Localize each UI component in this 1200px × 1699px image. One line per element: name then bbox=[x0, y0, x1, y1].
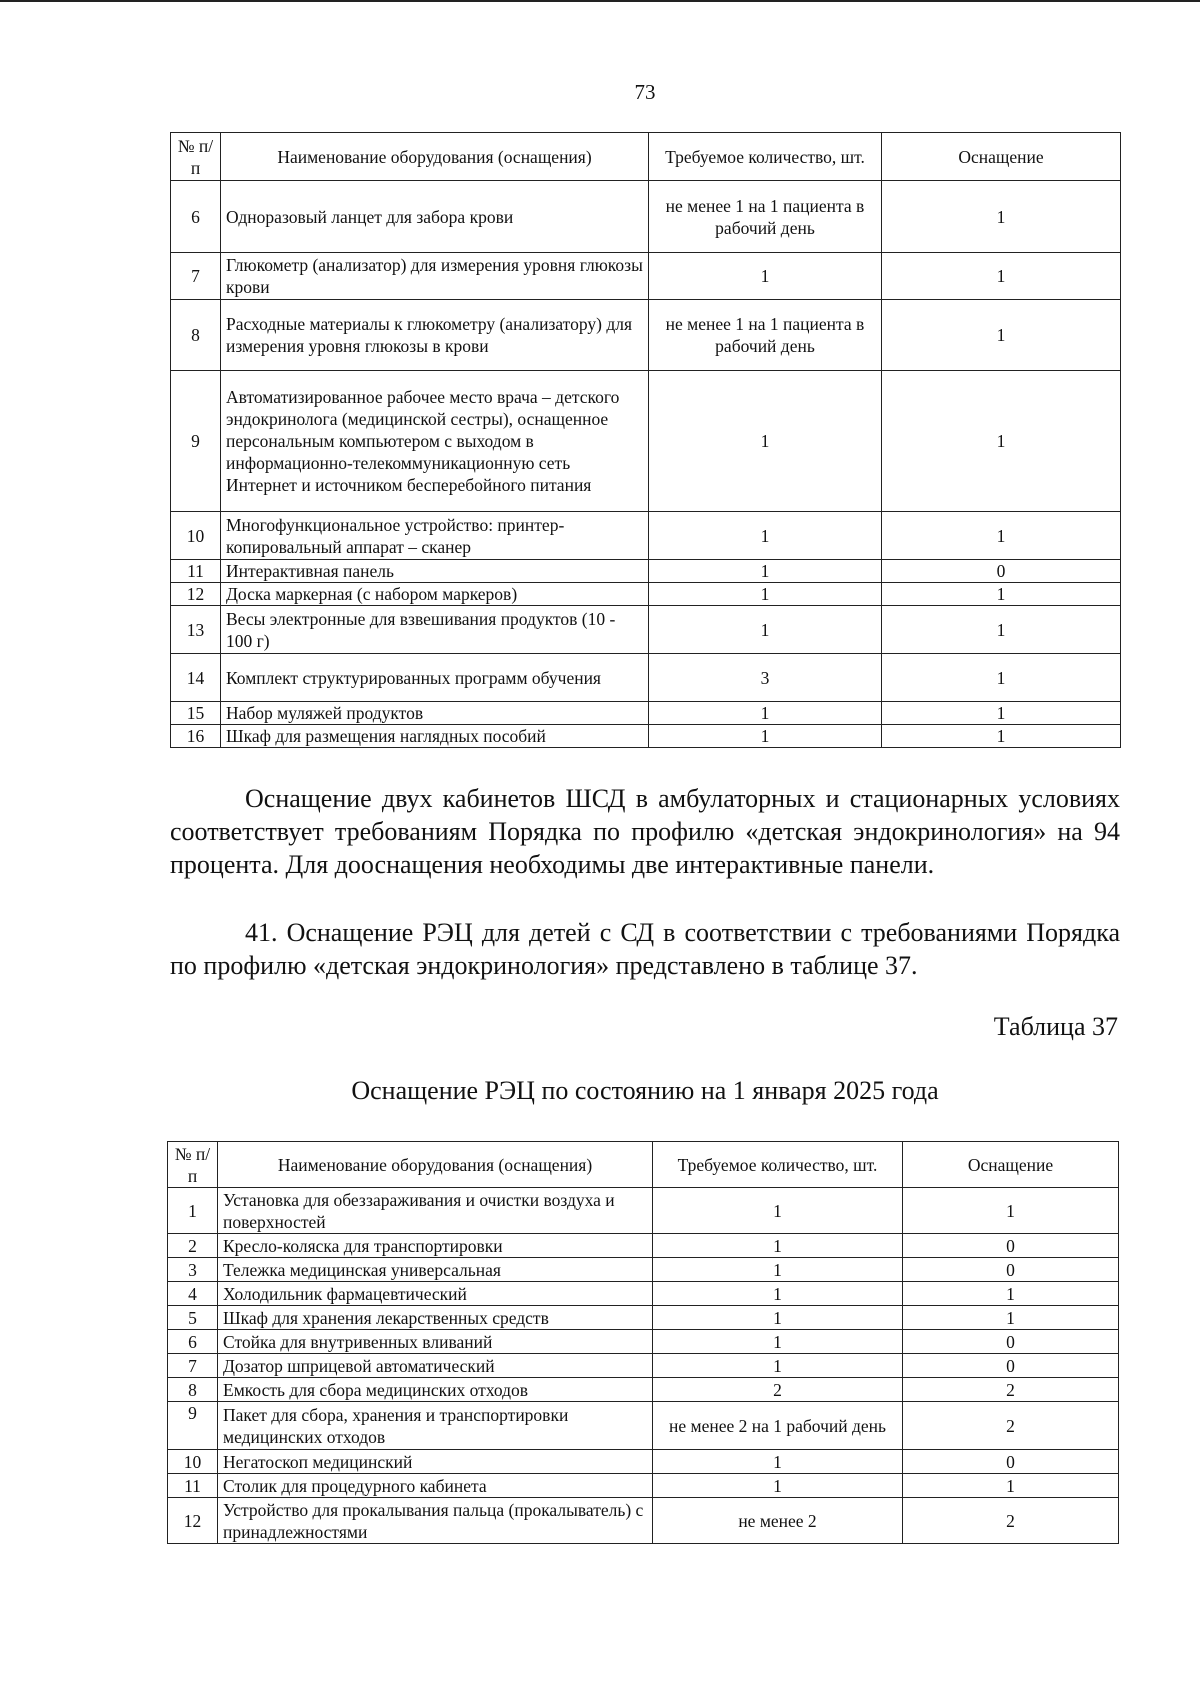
row-equip: 1 bbox=[903, 1306, 1119, 1330]
table-row bbox=[168, 1378, 1119, 1402]
row-equip: 1 bbox=[882, 512, 1121, 560]
row-name: Автоматизированное рабочее место врача – детского эндокринолога (медицинской сестры), оснащенное персональным компьютером с выходом в информационно-телекоммуникационную сеть Интернет и источником бесперебойного питания bbox=[221, 371, 649, 512]
row-qty: не менее 1 на 1 пациента в рабочий день bbox=[649, 181, 882, 253]
table-row bbox=[168, 1354, 1119, 1378]
table-row bbox=[168, 1188, 1119, 1234]
row-qty: 1 bbox=[653, 1330, 903, 1354]
table-row bbox=[168, 1498, 1119, 1544]
row-num: 10 bbox=[168, 1450, 218, 1474]
row-name: Многофункциональное устройство: принтер-копировальный аппарат – сканер bbox=[221, 512, 649, 560]
row-num: 16 bbox=[171, 725, 221, 748]
row-num: 1 bbox=[168, 1188, 218, 1234]
equipment-table-37 bbox=[167, 1141, 1119, 1544]
table-row bbox=[171, 560, 1121, 583]
row-name: Кресло-коляска для транспортировки bbox=[218, 1234, 653, 1258]
row-name: Комплект структурированных программ обучения bbox=[221, 654, 649, 702]
table-row bbox=[168, 1474, 1119, 1498]
row-qty: не менее 2 на 1 рабочий день bbox=[653, 1402, 903, 1450]
row-equip: 1 bbox=[882, 654, 1121, 702]
row-name: Расходные материалы к глюкометру (анализатору) для измерения уровня глюкозы в крови bbox=[221, 300, 649, 371]
row-qty: 1 bbox=[653, 1282, 903, 1306]
row-name: Интерактивная панель bbox=[221, 560, 649, 583]
row-equip: 1 bbox=[903, 1188, 1119, 1234]
header-equip: Оснащение bbox=[903, 1142, 1119, 1188]
row-equip: 2 bbox=[903, 1498, 1119, 1544]
row-equip: 1 bbox=[903, 1474, 1119, 1498]
table-header-row bbox=[171, 133, 1121, 181]
row-name: Шкаф для размещения наглядных пособий bbox=[221, 725, 649, 748]
body-paragraph-2: 41. Оснащение РЭЦ для детей с СД в соответствии с требованиями Порядка по профилю «детская эндокринология» представлено в таблице 37. bbox=[170, 918, 1120, 980]
row-qty: 1 bbox=[653, 1354, 903, 1378]
row-num: 15 bbox=[171, 702, 221, 725]
table-row bbox=[171, 725, 1121, 748]
table-header-row bbox=[168, 1142, 1119, 1188]
row-equip: 1 bbox=[882, 606, 1121, 654]
row-qty: 1 bbox=[649, 560, 882, 583]
row-name: Доска маркерная (с набором маркеров) bbox=[221, 583, 649, 606]
row-name: Глюкометр (анализатор) для измерения уровня глюкозы крови bbox=[221, 253, 649, 300]
row-qty: 1 bbox=[653, 1306, 903, 1330]
row-qty: 1 bbox=[649, 512, 882, 560]
table-row bbox=[171, 512, 1121, 560]
table-row bbox=[168, 1282, 1119, 1306]
row-name: Столик для процедурного кабинета bbox=[218, 1474, 653, 1498]
row-name: Набор муляжей продуктов bbox=[221, 702, 649, 725]
row-equip: 1 bbox=[882, 253, 1121, 300]
row-qty: 1 bbox=[649, 371, 882, 512]
table-row bbox=[171, 583, 1121, 606]
row-equip: 0 bbox=[903, 1330, 1119, 1354]
row-equip: 1 bbox=[882, 583, 1121, 606]
row-equip: 0 bbox=[903, 1450, 1119, 1474]
row-equip: 0 bbox=[882, 560, 1121, 583]
row-name: Емкость для сбора медицинских отходов bbox=[218, 1378, 653, 1402]
table-row bbox=[171, 654, 1121, 702]
row-num: 14 bbox=[171, 654, 221, 702]
table-row bbox=[171, 606, 1121, 654]
row-name: Весы электронные для взвешивания продуктов (10 - 100 г) bbox=[221, 606, 649, 654]
row-num: 12 bbox=[168, 1498, 218, 1544]
row-qty: 1 bbox=[653, 1474, 903, 1498]
row-qty: 2 bbox=[653, 1378, 903, 1402]
table-row bbox=[168, 1450, 1119, 1474]
header-qty: Требуемое количество, шт. bbox=[653, 1142, 903, 1188]
row-name: Установка для обеззараживания и очистки воздуха и поверхностей bbox=[218, 1188, 653, 1234]
table-row bbox=[171, 253, 1121, 300]
row-name: Пакет для сбора, хранения и транспортировки медицинских отходов bbox=[218, 1402, 653, 1450]
row-qty: 1 bbox=[649, 583, 882, 606]
body-paragraph-1: Оснащение двух кабинетов ШСД в амбулаторных и стационарных условиях соответствует требованиям Порядка по профилю «детская эндокринология» на 94 процента. Для дооснащения необходимы две интерактивные панели. bbox=[170, 784, 1120, 879]
row-name: Дозатор шприцевой автоматический bbox=[218, 1354, 653, 1378]
row-num: 8 bbox=[168, 1378, 218, 1402]
table-row bbox=[168, 1258, 1119, 1282]
row-num: 9 bbox=[171, 371, 221, 512]
table-row bbox=[168, 1402, 1119, 1450]
row-qty: не менее 1 на 1 пациента в рабочий день bbox=[649, 300, 882, 371]
row-num: 5 bbox=[168, 1306, 218, 1330]
row-num: 7 bbox=[171, 253, 221, 300]
row-equip: 2 bbox=[903, 1378, 1119, 1402]
row-name: Шкаф для хранения лекарственных средств bbox=[218, 1306, 653, 1330]
equipment-table-continued bbox=[170, 132, 1121, 748]
table-label: Таблица 37 bbox=[993, 1012, 1118, 1041]
row-num: 11 bbox=[171, 560, 221, 583]
row-equip: 1 bbox=[882, 725, 1121, 748]
table-row bbox=[171, 300, 1121, 371]
row-equip: 2 bbox=[903, 1402, 1119, 1450]
row-equip: 1 bbox=[882, 371, 1121, 512]
row-qty: 1 bbox=[653, 1188, 903, 1234]
row-qty: 1 bbox=[653, 1234, 903, 1258]
row-equip: 0 bbox=[903, 1234, 1119, 1258]
row-equip: 0 bbox=[903, 1258, 1119, 1282]
row-equip: 1 bbox=[882, 181, 1121, 253]
row-qty: 1 bbox=[649, 725, 882, 748]
table2-body bbox=[168, 1188, 1119, 1544]
row-num: 13 bbox=[171, 606, 221, 654]
row-num: 6 bbox=[171, 181, 221, 253]
row-equip: 0 bbox=[903, 1354, 1119, 1378]
header-num: № п/п bbox=[171, 133, 221, 181]
row-name: Тележка медицинская универсальная bbox=[218, 1258, 653, 1282]
row-num: 6 bbox=[168, 1330, 218, 1354]
row-num: 3 bbox=[168, 1258, 218, 1282]
row-equip: 1 bbox=[882, 300, 1121, 371]
header-name: Наименование оборудования (оснащения) bbox=[218, 1142, 653, 1188]
row-num: 10 bbox=[171, 512, 221, 560]
table-row bbox=[168, 1234, 1119, 1258]
table1-body bbox=[171, 181, 1121, 748]
row-num: 8 bbox=[171, 300, 221, 371]
row-qty: 1 bbox=[649, 702, 882, 725]
header-name: Наименование оборудования (оснащения) bbox=[221, 133, 649, 181]
header-num: № п/п bbox=[168, 1142, 218, 1188]
row-num: 12 bbox=[171, 583, 221, 606]
row-num: 7 bbox=[168, 1354, 218, 1378]
row-num: 4 bbox=[168, 1282, 218, 1306]
table-row bbox=[168, 1306, 1119, 1330]
row-name: Одноразовый ланцет для забора крови bbox=[221, 181, 649, 253]
top-border-line bbox=[0, 0, 1200, 2]
table-title: Оснащение РЭЦ по состоянию на 1 января 2025 года bbox=[351, 1076, 939, 1105]
table-row bbox=[171, 181, 1121, 253]
row-num: 11 bbox=[168, 1474, 218, 1498]
row-qty: 1 bbox=[649, 253, 882, 300]
row-name: Стойка для внутривенных вливаний bbox=[218, 1330, 653, 1354]
row-equip: 1 bbox=[882, 702, 1121, 725]
page-number: 73 bbox=[634, 80, 656, 104]
row-equip: 1 bbox=[903, 1282, 1119, 1306]
row-qty: 1 bbox=[649, 606, 882, 654]
row-name: Холодильник фармацевтический bbox=[218, 1282, 653, 1306]
table-row bbox=[171, 371, 1121, 512]
header-equip: Оснащение bbox=[882, 133, 1121, 181]
row-num: 2 bbox=[168, 1234, 218, 1258]
row-name: Негатоскоп медицинский bbox=[218, 1450, 653, 1474]
header-qty: Требуемое количество, шт. bbox=[649, 133, 882, 181]
table-row bbox=[171, 702, 1121, 725]
row-qty: 1 bbox=[653, 1450, 903, 1474]
row-name: Устройство для прокалывания пальца (прокалыватель) с принадлежностями bbox=[218, 1498, 653, 1544]
row-qty: не менее 2 bbox=[653, 1498, 903, 1544]
row-qty: 1 bbox=[653, 1258, 903, 1282]
row-qty: 3 bbox=[649, 654, 882, 702]
table-row bbox=[168, 1330, 1119, 1354]
row-num: 9 bbox=[168, 1402, 218, 1450]
